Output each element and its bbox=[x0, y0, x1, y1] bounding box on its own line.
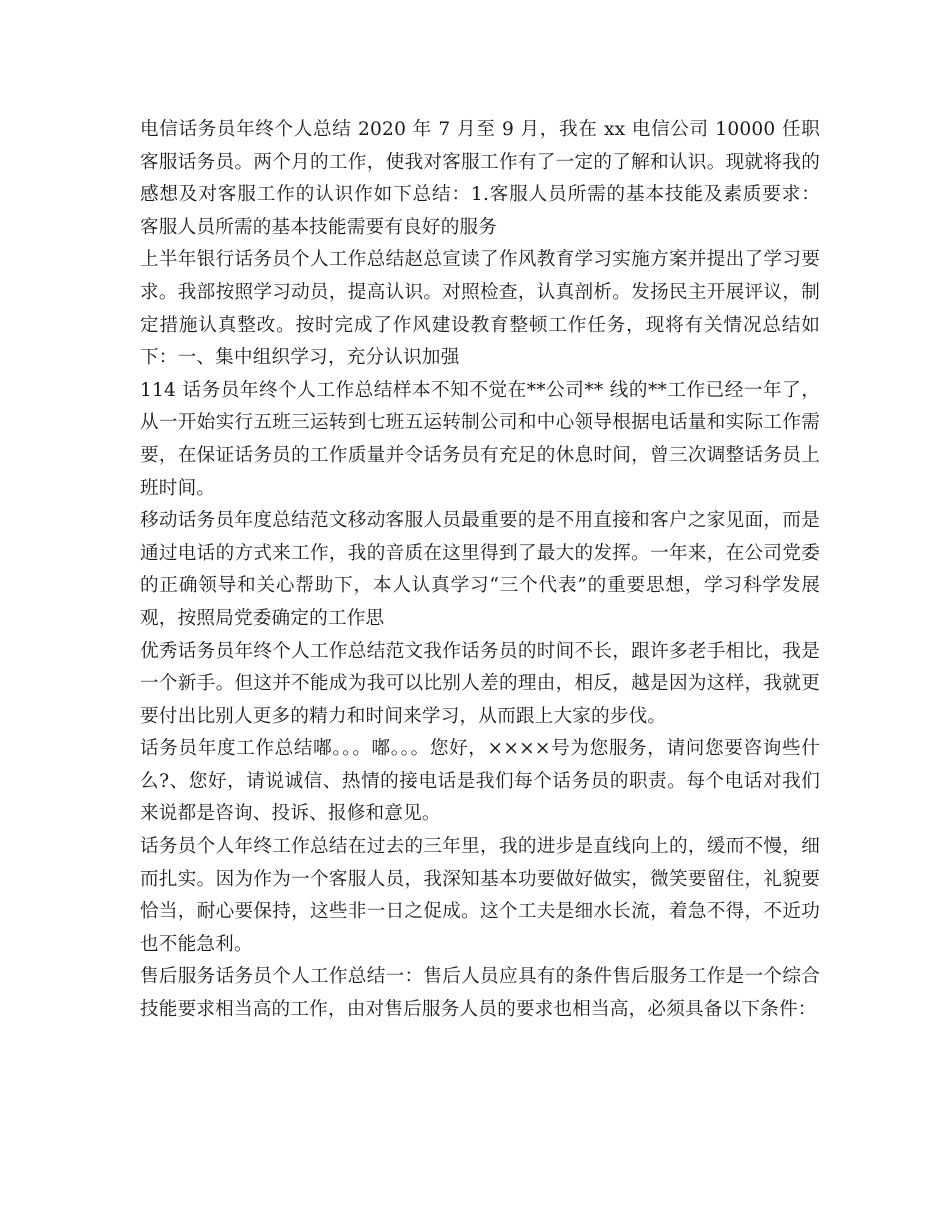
paragraph-3: 114 话务员年终个人工作总结样本不知不觉在**公司** 线的**工作已经一年了，从一开始实行五班三运转到七班五运转制公司和中心领导根据电话量和实际工作需要，在保证话务员的工作质量并令话务员有充足的休息时间，曾三次调整话务员上班时间。 bbox=[140, 379, 820, 499]
paragraph-2: 上半年银行话务员个人工作总结赵总宣读了作风教育学习实施方案并提出了学习要求。我部按照学习动员，提高认识。对照检查，认真剖析。发扬民主开展评议，制定措施认真整改。按时完成了作风建设教育整顿工作任务，现将有关情况总结如下：一、集中组织学习，充分认识加强 bbox=[140, 249, 820, 369]
paragraph-7: 话务员个人年终工作总结在过去的三年里，我的进步是直线向上的，缓而不慢，细而扎实。因为作为一个客服人员，我深知基本功要做好做实，微笑要留住，礼貌要恰当，耐心要保持，这些非一日之促成。这个工夫是细水长流，着急不得，不近功也不能急利。 bbox=[140, 836, 820, 955]
paragraph-6: 话务员年度工作总结嘟。。。嘟。。。您好，××××号为您服务，请问您要咨询些什么?、您好，请说诚信、热情的接电话是我们每个话务员的职责。每个电话对我们来说都是咨询、投诉、报修和意见。 bbox=[140, 738, 820, 825]
paragraph-1: 电信话务员年终个人总结 2020 年 7 月至 9 月，我在 xx 电信公司 10000 任职客服话务员。两个月的工作，使我对客服工作有了一定的了解和认识。现就将我的感想及对客服工作的认识作如下总结：1.客服人员所需的基本技能及素质要求： 客服人员所需的基本技能需要有良好的服务 bbox=[140, 119, 820, 238]
paragraph-4: 移动话务员年度总结范文移动客服人员最重要的是不用直接和客户之家见面，而是通过电话的方式来工作，我的音质在这里得到了最大的发挥。一年来，在公司党委的正确领导和关心帮助下，本人认真学习“三个代表”的重要思想，学习科学发展观，按照局党委确定的工作思 bbox=[140, 510, 820, 629]
document-body bbox=[140, 114, 820, 1027]
paragraph-8: 售后服务话务员个人工作总结一：售后人员应具有的条件售后服务工作是一个综合技能要求相当高的工作，由对售后服务人员的要求也相当高，必须具备以下条件： bbox=[140, 966, 820, 1021]
paragraph-5: 优秀话务员年终个人工作总结范文我作话务员的时间不长，跟许多老手相比，我是一个新手。但这并不能成为我可以比别人差的理由，相反，越是因为这样，我就更要付出比别人更多的精力和时间来学习，从而跟上大家的步伐。 bbox=[140, 640, 820, 727]
